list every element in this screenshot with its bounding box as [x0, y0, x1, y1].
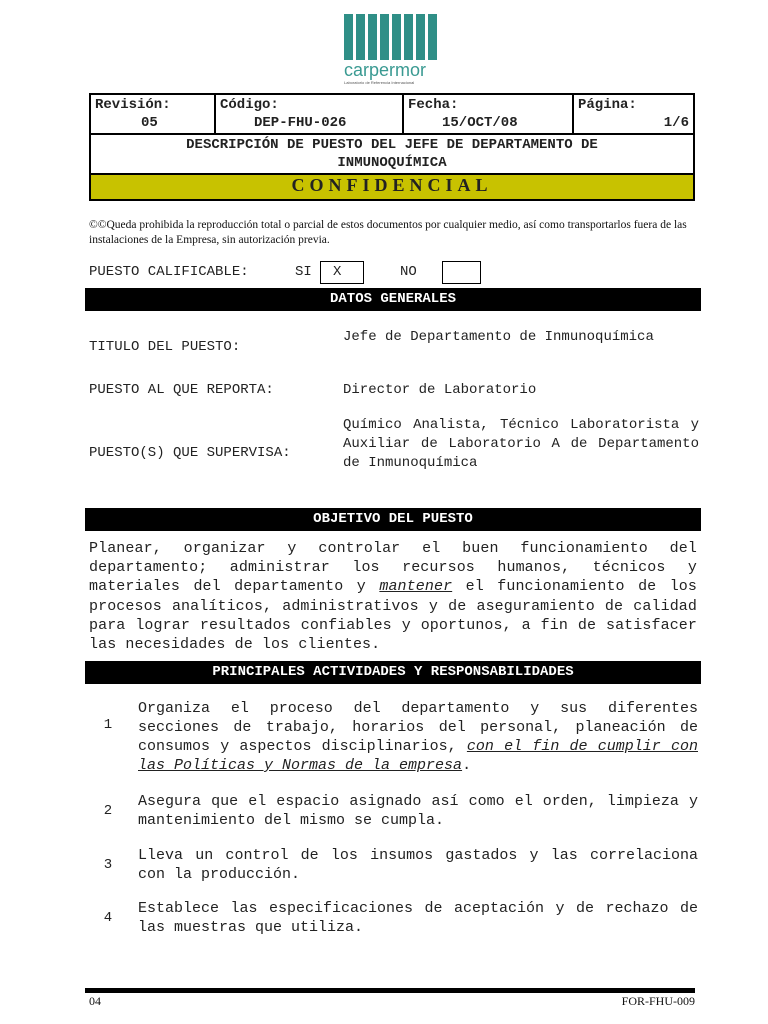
document-title-line1: DESCRIPCIÓN DE PUESTO DEL JEFE DE DEPARTAMENTO DE [186, 137, 598, 153]
section-datos-generales-heading: DATOS GENERALES [85, 288, 701, 311]
qualifying-si-checkbox[interactable] [320, 261, 364, 284]
qualifying-si-label: SI [295, 264, 312, 280]
section-objetivo-heading: OBJETIVO DEL PUESTO [85, 508, 701, 531]
document-header-table [89, 93, 695, 201]
revision-value: 05 [141, 115, 158, 131]
objetivo-text [89, 539, 697, 654]
activity-emphasis: con el fin de cumplir con las Políticas y Normas de la empresa [138, 738, 698, 774]
codigo-value: DEP-FHU-026 [254, 115, 347, 131]
footer-divider [85, 988, 695, 993]
objetivo-text-part1: Planear, organizar y controlar el buen funcionamiento del departamento; administrar los recursos humanos, técnicos y materiales del departamento y [89, 540, 697, 596]
activity-number: 1 [103, 717, 113, 733]
activity-item [138, 699, 698, 775]
activity-item: Establece las especificaciones de aceptación y de rechazo de las muestras que utiliza. [138, 900, 698, 936]
company-logo [344, 14, 442, 90]
pagina-cell [573, 94, 694, 134]
fecha-value: 15/OCT/08 [442, 115, 518, 131]
codigo-cell [215, 94, 403, 134]
logo-bars-icon [344, 14, 442, 60]
logo-subtitle: Laboratorio de Referencia Internacional [344, 80, 415, 85]
reporta-value: Director de Laboratorio [343, 382, 537, 398]
activity-number: 2 [103, 803, 113, 819]
fecha-cell [403, 94, 573, 134]
objetivo-text-part2: el funcionamiento de los procesos analíticos, administrativos y de aseguramiento de calidad para lograr resultados confiables y oportunos, a fin de satisfacer las necesidades de los clientes. [89, 578, 698, 654]
supervisa-value: Químico Analista, Técnico Laboratorista y Auxiliar de Laboratorio A de Departamento de Inmunoquímica [343, 417, 699, 471]
reporta-label: PUESTO AL QUE REPORTA: [89, 382, 274, 398]
section-actividades-heading: PRINCIPALES ACTIVIDADES Y RESPONSABILIDADES [85, 661, 701, 684]
confidential-banner [90, 174, 694, 200]
revision-label: Revisión: [95, 97, 171, 113]
codigo-label: Código: [220, 97, 279, 113]
supervisa-label: PUESTO(S) QUE SUPERVISA: [89, 445, 291, 461]
qualifying-no-label: NO [400, 264, 417, 280]
logo-wordmark: carpermor [344, 60, 427, 80]
qualifying-label: PUESTO CALIFICABLE: [89, 264, 249, 280]
titulo-value: Jefe de Departamento de Inmunoquímica [343, 329, 654, 345]
pagina-value: 1/6 [663, 115, 689, 131]
activity-tail: . [462, 757, 472, 774]
legal-notice: ©©Queda prohibida la reproducción total o parcial de estos documentos por cualquier medio, así como transportarlos fuera de las instalaciones de la Empresa, sin autorización previa. [89, 219, 687, 246]
fecha-label: Fecha: [408, 97, 459, 113]
activity-item: Lleva un control de los insumos gastados y las correlaciona con la producción. [138, 847, 698, 883]
objetivo-emphasis: mantener [379, 578, 453, 596]
titulo-label: TITULO DEL PUESTO: [89, 339, 241, 355]
qualifying-si-mark: X [333, 264, 342, 280]
document-title-line2: INMUNOQUÍMICA [337, 155, 447, 171]
qualifying-no-checkbox[interactable] [442, 261, 481, 284]
pagina-label: Página: [578, 97, 637, 113]
activity-text: Organiza el proceso del departamento y sus diferentes secciones de trabajo, horarios del personal, planeación de consumos y aspectos disciplinarios, [138, 700, 698, 755]
footer-left: 04 [89, 994, 101, 1008]
activity-item: Asegura que el espacio asignado así como el orden, limpieza y mantenimiento del mismo se cumpla. [138, 793, 698, 829]
activity-number: 3 [103, 857, 113, 873]
document-title [90, 134, 694, 174]
revision-cell [90, 94, 215, 134]
footer-right: FOR-FHU-009 [621, 994, 695, 1008]
confidential-label: CONFIDENCIAL [291, 175, 493, 195]
activity-number: 4 [103, 910, 113, 926]
